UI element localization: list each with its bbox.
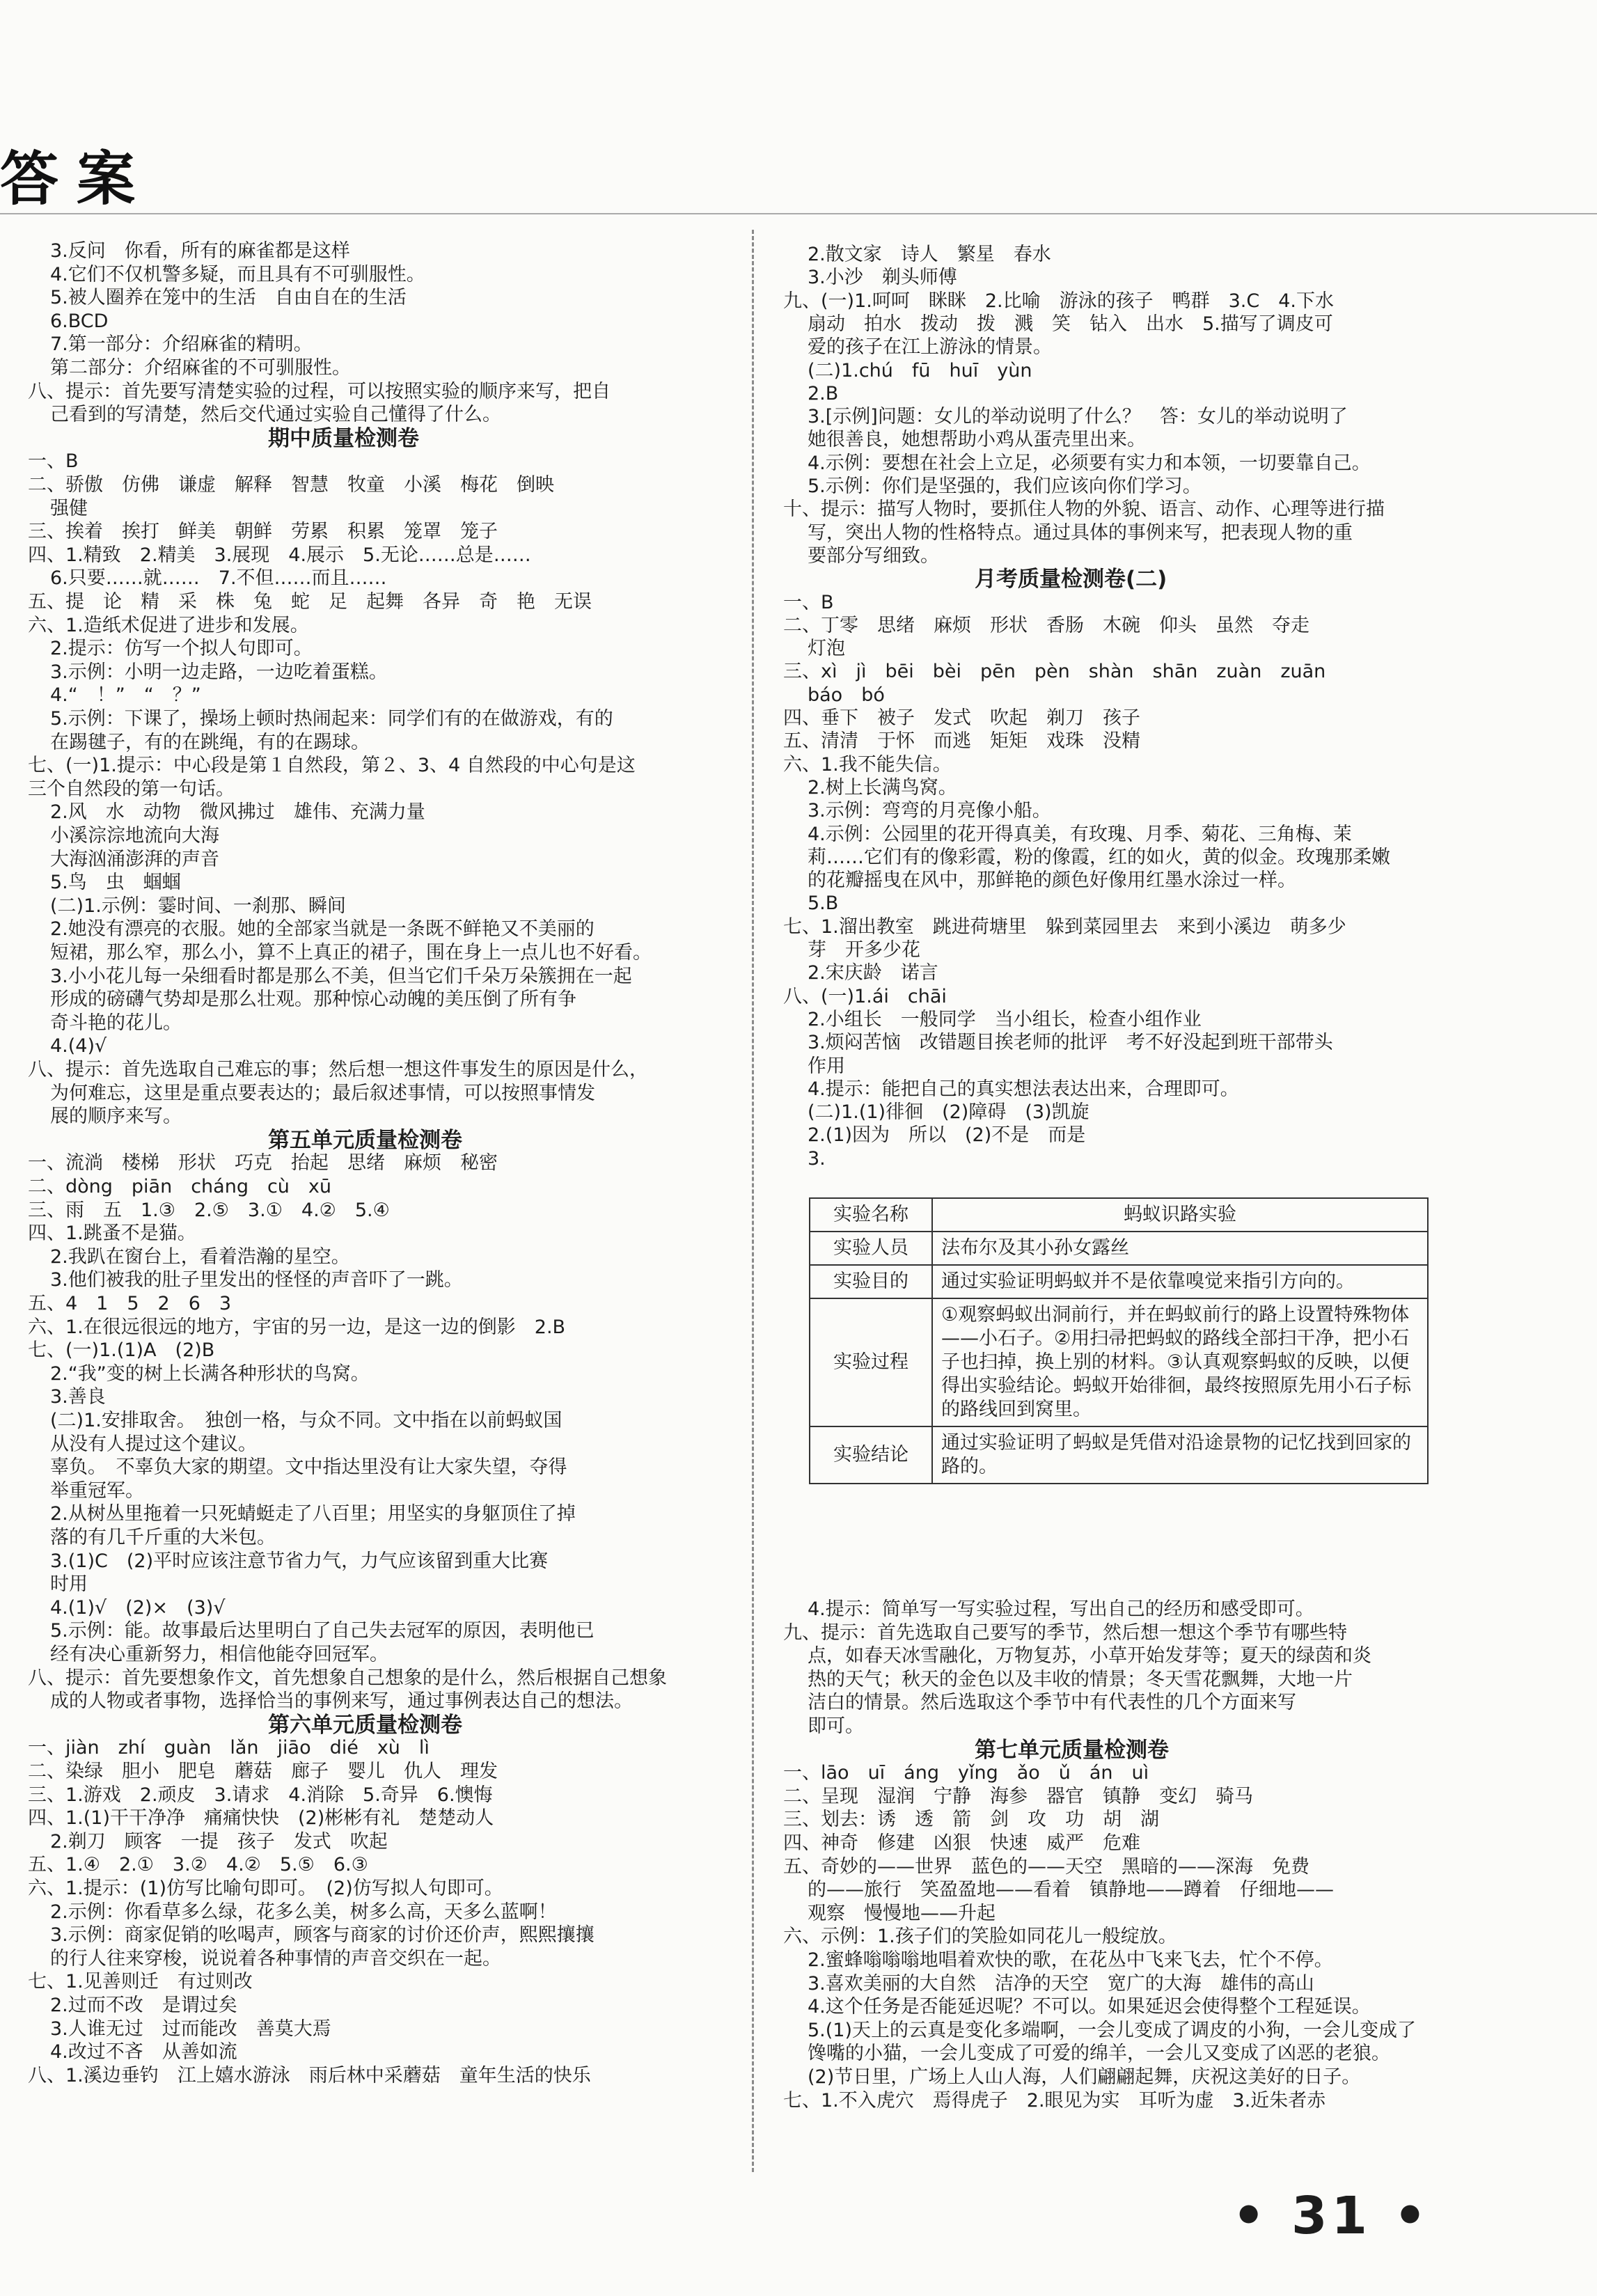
answer-line: 5.示例：你们是坚强的，我们应该向你们学习。 [808,475,1202,497]
answer-line: 落的有几千斤重的大米包。 [50,1527,276,1548]
answer-line: 3.示例：弯弯的月亮像小船。 [808,800,1051,822]
answer-line: 5.被人圈养在笼中的生活 自由自在的生活 [50,287,407,309]
answer-line: (2)节日里，广场上人山人海，人们翩翩起舞，庆祝这美好的日子。 [808,2066,1361,2088]
answer-line: 三个自然段的第一句话。 [28,778,235,800]
answer-line: 即可。 [808,1715,864,1737]
answer-line: 4.(1)√ (2)× (3)√ [50,1596,226,1619]
answer-line: 4.提示：简单写一写实验过程，写出自己的经历和感受即可。 [808,1598,1314,1620]
answer-line: 二、骄傲 仿佛 谦虚 解释 智慧 牧童 小溪 梅花 倒映 [28,474,554,496]
answer-line: 3.反问 你看，所有的麻雀都是这样 [50,240,350,262]
answer-line: 3.他们被我的肚子里发出的怪怪的声音吓了一跳。 [50,1269,463,1291]
answer-line: 大海汹涌澎湃的声音 [50,848,219,870]
table-key-cell: 实验结论 [810,1426,932,1484]
answer-line: 己看到的写清楚，然后交代通过实验自己懂得了什么。 [50,404,501,426]
answer-line: 爱的孩子在江上游泳的情景。 [808,336,1052,359]
answer-line: 二、dòng piān cháng cù xū [28,1176,332,1197]
answer-line: 九、提示：首先选取自己要写的季节，然后想一想这个季节有哪些特 [783,1621,1347,1644]
answer-line: 4.“ ！” “ ？” [50,684,201,707]
answer-line: 小溪淙淙地流向大海 [50,825,219,847]
answer-line: 点，如春天冰雪融化，万物复苏，小草开始发芽等；夏天的绿茵和炎 [808,1645,1371,1667]
answer-line: 馋嘴的小猫，一会儿变成了可爱的绵羊，一会儿又变成了凶恶的老狼。 [808,2043,1390,2065]
answer-line: 成的人物或者事物，选择恰当的事例来写，通过事例表达自己的想法。 [50,1690,633,1713]
table-key-cell: 实验名称 [810,1198,932,1232]
answer-line: 3.小小花儿每一朵细看时都是那么不美，但当它们千朵万朵簇拥在一起 [50,965,632,987]
table-value-cell: 通过实验证明蚂蚁并不是依靠嗅觉来指引方向的。 [932,1265,1428,1298]
answer-line: 观察 慢慢地——升起 [808,1902,996,1924]
section-heading: 第五单元质量检测卷 [268,1127,462,1153]
answer-line: 4.这个任务是否能延迟呢？不可以。如果延迟会使得整个工程延误。 [808,1996,1371,2018]
answer-line: 八、提示：首先要想象作文，首先想象自己想象的是什么，然后根据自己想象 [28,1667,667,1689]
answer-line: 五、4 1 5 2 6 3 [28,1293,232,1314]
answer-line: 扇动 拍水 拨动 拨 溅 笑 钻入 出水 5.描写了调皮可 [808,313,1333,335]
answer-line: 2.宋庆龄 诺言 [808,962,938,984]
answer-line: 四、神奇 修建 凶狠 快速 威严 危难 [783,1832,1140,1854]
answer-line: 二、染绿 胆小 肥皂 蘑菇 廊子 婴儿 仇人 理发 [28,1761,498,1782]
answer-line: 三、挨着 挨打 鲜美 朝鲜 劳累 积累 笼罩 笼子 [28,521,498,543]
answer-line: 八、提示：首先选取自己难忘的事；然后想一想这件事发生的原因是什么， [28,1059,648,1080]
answer-line: 5.示例：下课了，操场上顿时热闹起来：同学们有的在做游戏，有的 [50,708,613,730]
answer-line: 3.[示例]问题：女儿的举动说明了什么？ 答：女儿的举动说明了 [808,406,1348,428]
answer-line: (二)1.(1)徘徊 (2)障碍 (3)凯旋 [808,1101,1089,1124]
answer-line: 5.B [808,893,839,915]
answer-line: 时用 [50,1573,88,1596]
answer-line: 热的天气；秋天的金色以及丰收的情景；冬天雪花飘舞，大地一片 [808,1668,1353,1690]
answer-line: 2.剃刀 顾客 一提 孩子 发式 吹起 [50,1830,388,1853]
answer-line: 灯泡 [808,638,845,660]
answer-line: 九、(一)1.呵呵 眯眯 2.比喻 游泳的孩子 鸭群 3.C 4.下水 [783,290,1334,312]
table-row [810,1232,1428,1265]
answer-line: 3.喜欢美丽的大自然 洁净的天空 宽广的大海 雄伟的高山 [808,1972,1314,1995]
answer-line: báo bó [808,684,885,706]
answer-line: 3.示例：小明一边走路，一边吃着蛋糕。 [50,661,388,683]
answer-line: 的——旅行 笑盈盈地——看着 镇静地——蹲着 仔细地—— [808,1879,1334,1901]
answer-line: 要部分写细致。 [808,544,939,567]
answer-line: 短裙，那么窄，那么小，算不上真正的裙子，围在身上一点儿也不好看。 [50,942,652,964]
answer-line: 辜负。 不辜负大家的期望。文中指达里没有让大家失望，夺得 [50,1456,567,1479]
answer-line: 六、1.我不能失信。 [783,753,952,776]
answer-line: 三、1.游戏 2.顽皮 3.请求 4.消除 5.奇异 6.懊悔 [28,1784,493,1806]
answer-line: 形成的磅礴气势却是那么壮观。那种惊心动魄的美压倒了所有争 [50,989,576,1011]
answer-line: 4.提示：能把自己的真实想法表达出来，合理即可。 [808,1078,1239,1100]
answer-line: 她很善良，她想帮助小鸡从蛋壳里出来。 [808,429,1146,451]
answer-line: 八、1.溪边垂钓 江上嬉水游泳 雨后林中采蘑菇 童年生活的快乐 [28,2064,591,2086]
table-row [810,1298,1428,1426]
answer-line: 2.散文家 诗人 繁星 春水 [808,244,1051,265]
page-number: • 31 • [1232,2186,1431,2246]
answer-line: 三、xì jì bēi bèi pēn pèn shàn shān zuàn zuān [783,661,1326,683]
answer-line: 七、1.溜出教室 跳进荷塘里 躲到菜园里去 来到小溪边 萌多少 [783,915,1346,938]
answer-line: 二、丁零 思绪 麻烦 形状 香肠 木碗 仰头 虽然 夺走 [783,614,1309,636]
answer-line: 6.BCD [50,310,109,332]
answer-line: 3.善良 [50,1386,106,1408]
answer-line: 2.提示：仿写一个拟人句即可。 [50,638,313,660]
answer-line: 2.(1)因为 所以 (2)不是 而是 [808,1124,1086,1147]
section-heading: 期中质量检测卷 [268,425,419,451]
answer-line: (二)1.示例：霎时间、一刹那、瞬间 [50,895,346,917]
answer-line: 2.风 水 动物 微风拂过 雄伟、充满力量 [50,801,425,824]
answer-line: 七、1.不入虎穴 焉得虎子 2.眼见为实 耳听为虚 3.近朱者赤 [783,2089,1326,2112]
answer-line: 3.示例：商家促销的吆喝声，顾客与商家的讨价还价声，熙熙攘攘 [50,1924,595,1947]
table-value-cell: 法布尔及其小孙女露丝 [932,1232,1428,1265]
answer-line: 3.烦闷苦恼 改错题目挨老师的批评 考不好没起到班干部带头 [808,1032,1333,1054]
answer-line: 作用 [808,1055,845,1077]
answer-line: 奇斗艳的花儿。 [50,1012,182,1034]
section-heading: 月考质量检测卷(二) [975,567,1167,592]
column-divider [752,230,754,2172]
answer-line: 一、B [28,450,79,473]
answer-line: 六、1.在很远很远的地方，宇宙的另一边，是这一边的倒影 2.B [28,1316,566,1338]
page-title: 答案 [0,144,154,213]
answer-line: 芽 开多少花 [808,939,920,961]
answer-line: 3.小沙 剃头师傅 [808,267,957,289]
section-heading: 第六单元质量检测卷 [268,1712,462,1738]
answer-line: 4.它们不仅机警多疑，而且具有不可驯服性。 [50,263,425,285]
answer-line: 为何难忘，这里是重点要表达的；最后叙述事情，可以按照事情发 [50,1082,595,1104]
answer-line: 六、示例：1.孩子们的笑脸如同花儿一般绽放。 [783,1926,1177,1948]
answer-line: 4.示例：公园里的花开得真美，有玫瑰、月季、菊花、三角梅、茉 [808,823,1352,845]
answer-line: 四、1.跳蚤不是猫。 [28,1222,196,1245]
answer-line: 莉……它们有的像彩霞，粉的像霞，红的如火，黄的似金。玫瑰那柔嫩 [808,846,1390,868]
answer-line: 3. [808,1147,826,1170]
answer-line: 写，突出人物的性格特点。通过具体的事例来写，把表现人物的重 [808,521,1353,544]
answer-line: 2.“我”变的树上长满各种形状的鸟窝。 [50,1362,370,1385]
table-value-cell: 通过实验证明了蚂蚁是凭借对沿途景物的记忆找到回家的路的。 [932,1426,1428,1484]
answer-line: 3.(1)C (2)平时应该注意节省力气，力气应该留到重大比赛 [50,1550,549,1572]
table-value-cell: ①观察蚂蚁出洞前行，并在蚂蚁前行的路上设置特殊物体——小石子。②用扫帚把蚂蚁的路线全部扫干净，把小石子也扫掉，换上别的材料。③认真观察蚂蚁的反映，以便得出实验结论。蚂蚁开始徘徊，最终按照原先用小石子标的路线回到窝里。 [932,1298,1428,1426]
answer-line: 4.示例：要想在社会上立足，必须要有实力和本领，一切要靠自己。 [808,452,1371,474]
answer-line: 展的顺序来写。 [50,1106,182,1128]
answer-line: (二)1.chú fū huī yùn [808,359,1032,382]
answer-line: 2.从树丛里拖着一只死蜻蜓走了八百里；用坚实的身躯顶住了掉 [50,1503,576,1525]
answer-line: 五、奇妙的——世界 蓝色的——天空 黑暗的——深海 免费 [783,1855,1309,1878]
answer-line: 三、划去：诱 透 箭 剑 攻 功 胡 湖 [783,1809,1159,1831]
answer-line: 5.(1)天上的云真是变化多端啊，一会儿变成了调皮的小狗，一会儿变成了 [808,2019,1417,2041]
answer-line: 十、提示：描写人物时，要抓住人物的外貌、语言、动作、心理等进行描 [783,498,1385,521]
answer-line: 五、提 论 精 采 株 兔 蛇 足 起舞 各异 奇 艳 无误 [28,591,592,613]
answer-line: 的花瓣摇曳在风中，那鲜艳的颜色好像用红墨水涂过一样。 [808,870,1296,892]
answer-line: 2.我趴在窗台上，看着浩瀚的星空。 [50,1245,350,1268]
answer-line: 6.只要……就…… 7.不但……而且…… [50,567,387,590]
answer-line: 5.鸟 虫 蝈蝈 [50,872,181,894]
answer-line: 4.改过不吝 从善如流 [50,2041,237,2063]
answer-line: 五、清清 于怀 而逃 矩矩 戏珠 没精 [783,730,1140,753]
answer-line: 五、1.④ 2.① 3.② 4.② 5.⑤ 6.③ [28,1854,368,1876]
table-row [810,1198,1428,1232]
answer-line: 二、呈现 湿润 宁静 海参 器官 镇静 变幻 骑马 [783,1785,1253,1807]
answer-line: 从没有人提过这个建议。 [50,1433,257,1455]
answer-line: (二)1.安排取舍。 独创一格，与众不同。文中指在以前蚂蚁国 [50,1410,563,1431]
answer-line: 六、1.造纸术促进了进步和发展。 [28,614,309,636]
answer-line: 一、流淌 楼梯 形状 巧克 抬起 思绪 麻烦 秘密 [28,1152,498,1174]
table-row [810,1426,1428,1484]
answer-line: 7.第一部分：介绍麻雀的精明。 [50,333,313,356]
table-value-cell: 蚂蚁识路实验 [932,1198,1428,1232]
answer-line: 四、1.精致 2.精美 3.展现 4.展示 5.无论……总是…… [28,544,531,566]
experiment-table [809,1197,1429,1484]
answer-line: 四、垂下 被子 发式 吹起 剃刀 孩子 [783,707,1140,729]
answer-line: 三、雨 五 1.③ 2.⑤ 3.① 4.② 5.④ [28,1199,390,1221]
answer-line: 八、提示：首先要写清楚实验的过程，可以按照实验的顺序来写，把自 [28,380,611,402]
section-heading: 第七单元质量检测卷 [975,1737,1169,1763]
answer-line: 在踢毽子，有的在跳绳，有的在踢球。 [50,731,370,753]
answer-line: 2.B [808,382,839,404]
answer-line: 一、lāo uī áng yǐng ǎo ǔ án uì [783,1762,1149,1784]
answer-line: 七、(一)1.提示：中心段是第１自然段，第２、3、4 自然段的中心句是这 [28,755,636,777]
answer-line: 2.过而不改 是谓过矣 [50,1995,237,2016]
answer-line: 2.示例：你看草多么绿，花多么美，树多么高，天多么蓝啊！ [50,1901,557,1923]
answer-line: 一、jiàn zhí guàn lǎn jiāo dié xù lì [28,1737,430,1759]
answer-line: 六、1.提示：(1)仿写比喻句即可。 (2)仿写拟人句即可。 [28,1878,503,1899]
answer-line: 一、B [783,591,834,613]
answer-line: 经有决心重新努力，相信他能夺回冠军。 [50,1644,388,1665]
answer-line: 3.人谁无过 过而能改 善莫大焉 [50,2018,331,2040]
answer-line: 八、(一)1.ái chāi [783,985,947,1007]
table-row [810,1265,1428,1298]
answer-line: 洁白的情景。然后选取这个季节中有代表性的几个方面来写 [808,1692,1296,1714]
answer-line: 第二部分：介绍麻雀的不可驯服性。 [50,357,351,379]
answer-line: 2.蜜蜂嗡嗡嗡地唱着欢快的歌，在花丛中飞来飞去，忙个不停。 [808,1949,1333,1971]
answer-line: 强健 [50,497,88,519]
answer-line: 2.小组长 一般同学 当小组长，检查小组作业 [808,1008,1202,1030]
answer-line: 2.她没有漂亮的衣服。她的全部家当就是一条既不鲜艳又不美丽的 [50,918,595,941]
answer-line: 举重冠军。 [50,1479,144,1502]
table-key-cell: 实验目的 [810,1265,932,1298]
answer-line: 七、1.见善则迁 有过则改 [28,1971,253,1993]
answer-line: 2.树上长满鸟窝。 [808,776,957,799]
answer-line: 七、(一)1.(1)A (2)B [28,1339,215,1362]
table-key-cell: 实验过程 [810,1298,932,1426]
answer-line: 四、1.(1)干干净净 痛痛快快 (2)彬彬有礼 楚楚动人 [28,1807,494,1830]
answer-line: 的行人往来穿梭，说说着各种事情的声音交织在一起。 [50,1947,501,1969]
answer-line: 4.(4)√ [50,1035,107,1057]
table-key-cell: 实验人员 [810,1232,932,1265]
title-rule [0,213,1597,214]
answer-line: 5.示例：能。故事最后达里明白了自己失去冠军的原因，表明他已 [50,1620,595,1642]
